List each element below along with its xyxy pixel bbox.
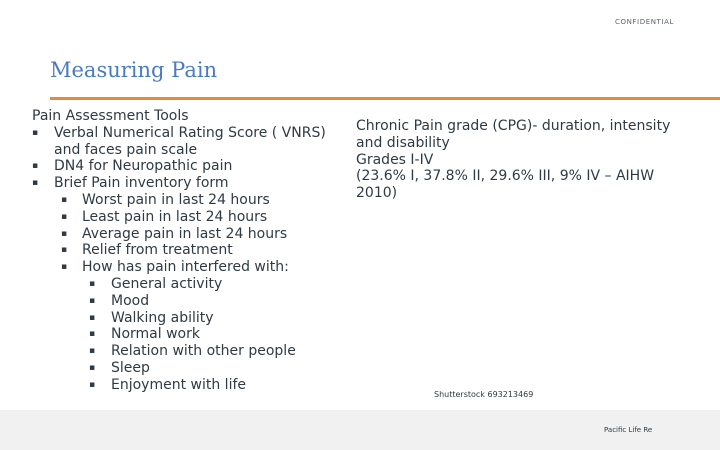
list-item (32, 343, 332, 360)
list-item-text: Enjoyment with life (111, 376, 246, 393)
list-item (32, 360, 332, 377)
cpg-grades: Grades I-IV (356, 151, 434, 168)
bullet-icon: ▪ (89, 379, 96, 390)
list-item (32, 226, 332, 243)
bullet-icon: ▪ (89, 312, 96, 323)
list-item (32, 259, 332, 276)
section-heading: Pain Assessment Tools (32, 108, 189, 124)
bullet-icon: ▪ (89, 362, 96, 373)
list-item-text: Least pain in last 24 hours (82, 208, 268, 225)
list-item (32, 242, 332, 259)
list-item-text: Average pain in last 24 hours (82, 225, 288, 242)
bullet-icon: ▪ (61, 211, 68, 222)
list-item (32, 326, 332, 343)
list-item (32, 276, 332, 293)
bullet-icon: ▪ (32, 161, 39, 172)
page-title: Measuring Pain (50, 58, 218, 82)
title-divider (50, 97, 720, 100)
list-item-text: Mood (111, 292, 150, 309)
chronic-pain-grade-section (356, 118, 676, 202)
list-item-text: Verbal Numerical Rating Score ( VNRS) and faces pain scale (54, 124, 326, 158)
list-item (32, 377, 332, 394)
list-item-text: Normal work (111, 326, 200, 343)
bullet-icon: ▪ (32, 178, 39, 189)
image-credit: Shutterstock 693213469 (434, 390, 534, 399)
confidential-label: CONFIDENTIAL (614, 18, 674, 26)
list-item-text: DN4 for Neuropathic pain (54, 158, 233, 175)
list-item (32, 209, 332, 226)
list-item (32, 158, 332, 175)
list-item-text: General activity (111, 275, 223, 292)
list-item-text: How has pain interfered with: (82, 259, 289, 276)
list-item (32, 293, 332, 310)
cpg-statistics: (23.6% I, 37.8% II, 29.6% III, 9% IV – AIHW 2010) (356, 168, 655, 202)
list-item (32, 192, 332, 209)
list-item-text: Worst pain in last 24 hours (82, 191, 270, 208)
list-item-text: Sleep (111, 359, 150, 376)
cpg-description: Chronic Pain grade (CPG)- duration, intensity and disability (356, 118, 671, 151)
bullet-icon: ▪ (32, 127, 39, 138)
list-item (32, 175, 332, 192)
list-item-text: Relation with other people (111, 343, 296, 360)
pain-assessment-tools-section (32, 108, 332, 394)
bullet-icon: ▪ (61, 262, 68, 273)
list-item-text: Walking ability (111, 309, 214, 326)
bullet-icon: ▪ (89, 329, 96, 340)
list-item-text: Relief from treatment (82, 242, 233, 259)
list-item-text: Brief Pain inventory form (54, 175, 229, 192)
bullet-icon: ▪ (61, 194, 68, 205)
list-item (32, 310, 332, 327)
bullet-icon: ▪ (89, 295, 96, 306)
bullet-icon: ▪ (89, 346, 96, 357)
pain-assessment-list (32, 125, 332, 394)
footer-brand: Pacific Life Re (604, 426, 653, 434)
list-item (32, 125, 332, 159)
bullet-icon: ▪ (61, 245, 68, 256)
bullet-icon: ▪ (61, 228, 68, 239)
bullet-icon: ▪ (89, 278, 96, 289)
